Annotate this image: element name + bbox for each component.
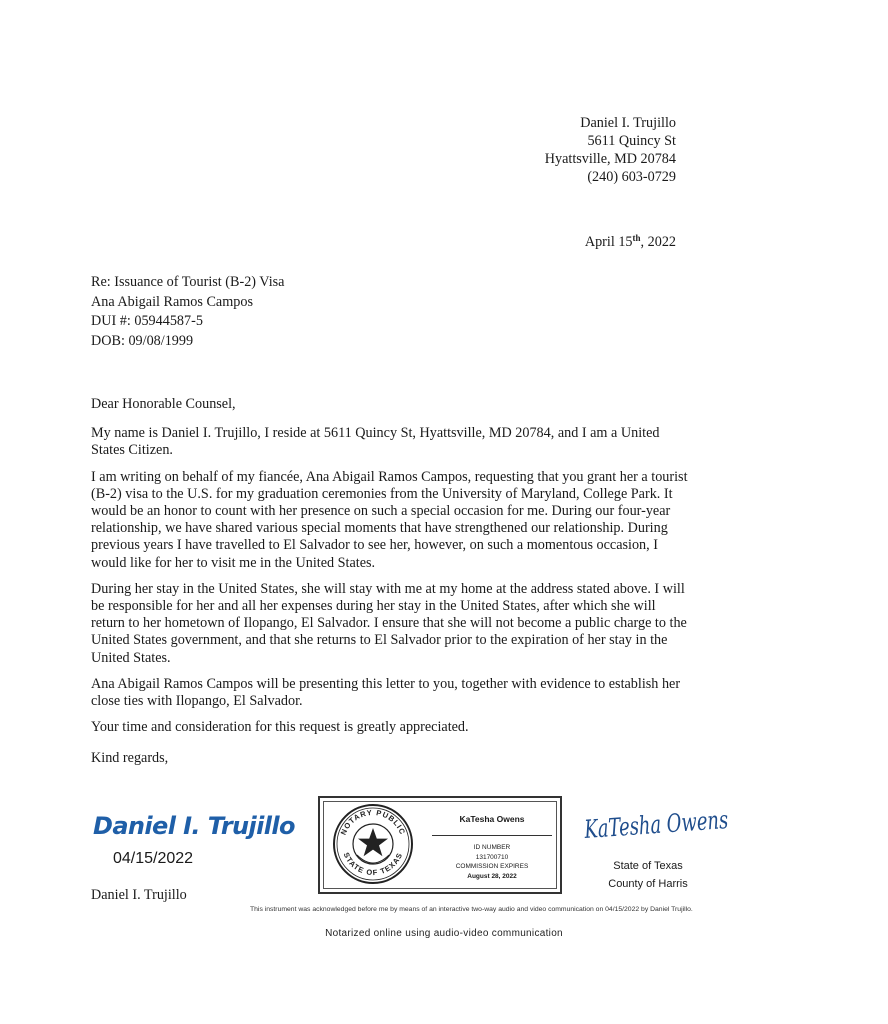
- printed-name: Daniel I. Trujillo: [91, 887, 187, 903]
- notary-jurisdiction: [598, 857, 698, 893]
- notary-seal: [332, 803, 414, 885]
- applicant-name: Ana Abigail Ramos Campos: [91, 293, 253, 310]
- date-year: , 2022: [640, 234, 676, 250]
- seal-bottom-text: STATE OF TEXAS: [341, 851, 405, 878]
- sender-address-block: [545, 114, 676, 186]
- notary-expires-date: August 28, 2022: [467, 872, 517, 880]
- seal-top-text: NOTARY PUBLIC: [338, 807, 408, 837]
- salutation: Dear Honorable Counsel,: [91, 396, 236, 412]
- notary-name: KaTesha Owens: [459, 814, 525, 824]
- signature-date: 04/15/2022: [113, 850, 194, 867]
- sender-city: Hyattsville, MD 20784: [544, 151, 676, 167]
- letter-date: [585, 234, 676, 251]
- paragraph-introduction: My name is Daniel I. Trujillo, I reside at 5611 Quincy St, Hyattsville, MD 20784, and I am a United States Citizen.: [91, 425, 660, 459]
- notary-commission-details: [432, 843, 552, 881]
- notary-state: State of Texas: [613, 860, 683, 872]
- notary-id-number: 131700710: [475, 853, 509, 861]
- notary-signature-text: KaTesha Owens: [583, 801, 786, 844]
- applicant-dui: DUI #: 05944587-5: [91, 313, 203, 329]
- closing: Kind regards,: [91, 750, 169, 767]
- notarization-footer: Notarized online using audio-video communication: [325, 928, 563, 939]
- notary-county: County of Harris: [608, 878, 688, 890]
- notary-signature: [583, 801, 786, 850]
- paragraph-request: I am writing on behalf of my fiancée, Ana Abigail Ramos Campos, requesting that you grant her a tourist (B-2) visa to the U.S. for my graduation ceremonies from the University of Maryland, College Park. It would be an honor to count with her presence on such a special occasion for me. During our four-year relationship, we have shared various special moments that have strengthened our relationship. During previous years I have travelled to El Salvador to see her, however, on such a momentous occasion, I would like for her to visit me in the United States.: [91, 468, 688, 571]
- date-suffix: th: [632, 233, 641, 243]
- seal-star-icon: [358, 828, 388, 856]
- notary-id-label: ID NUMBER: [473, 844, 511, 851]
- seal-wreath-icon: [357, 855, 389, 863]
- notary-expires-label: COMMISSION EXPIRES: [455, 863, 529, 870]
- subject-block: [91, 273, 284, 351]
- notary-stamp: [318, 796, 562, 894]
- notary-acknowledgment: This instrument was acknowledged before me by means of an interactive two-way audio and video communication on 04/15/2022 by Daniel Trujillo.: [250, 906, 693, 913]
- handwritten-signature: Daniel I. Trujillo: [93, 812, 295, 840]
- paragraph-evidence: Ana Abigail Ramos Campos will be presenting this letter to you, together with evidence to establish her close ties with Ilopango, El Salvador.: [91, 675, 681, 710]
- notary-name-underline: [432, 835, 552, 836]
- sender-name: Daniel I. Trujillo: [580, 115, 676, 131]
- paragraph-responsibility: During her stay in the United States, she will stay with me at my home at the address stated above. I will be responsible for her and all her expenses during her stay in the United States, after which she will return to her hometown of Ilopango, El Salvador. I ensure that she will not become a public charge to the United States government, and that she returns to El Salvador prior to the expiration of her stay in the United States.: [91, 580, 687, 666]
- sender-street: 5611 Quincy St: [587, 133, 676, 149]
- date-month-day: April 15: [584, 234, 633, 250]
- sender-phone: (240) 603-0729: [587, 169, 676, 185]
- applicant-dob: DOB: 09/08/1999: [91, 332, 194, 349]
- paragraph-appreciation: Your time and consideration for this request is greatly appreciated.: [91, 719, 469, 736]
- letter-body: [91, 396, 691, 777]
- subject-line: Re: Issuance of Tourist (B-2) Visa: [91, 274, 285, 290]
